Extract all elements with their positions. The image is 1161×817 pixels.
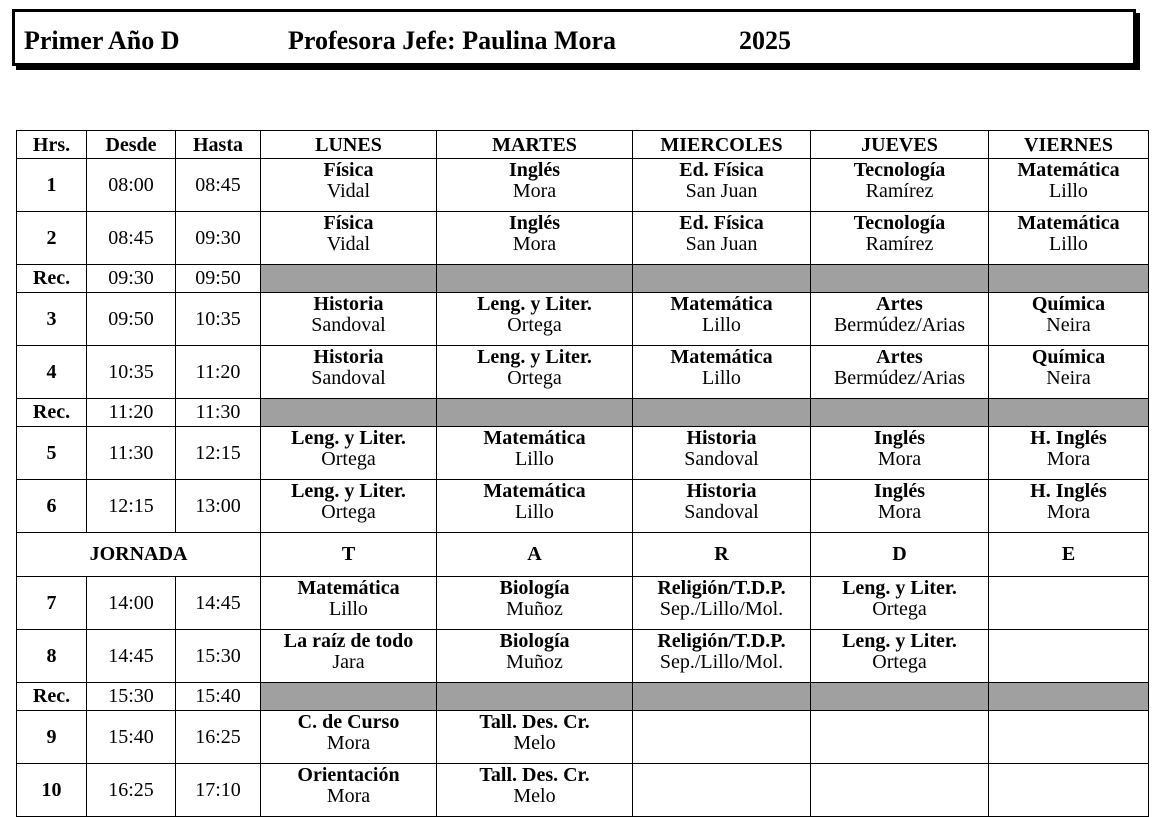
class-row (17, 630, 1149, 683)
class-entry (261, 347, 436, 389)
cell-miercoles (633, 480, 811, 533)
header-row (17, 131, 1149, 159)
cell-martes (437, 630, 633, 683)
class-row (17, 764, 1149, 817)
recess-cell (437, 399, 633, 427)
teacher: Ortega (321, 501, 376, 523)
schedule-body (17, 159, 1149, 817)
cell-martes (437, 480, 633, 533)
end-time: 16:25 (176, 711, 261, 764)
cell-martes (437, 346, 633, 399)
class-entry (437, 631, 632, 673)
teacher: Mora (1046, 448, 1091, 470)
cell-jueves (811, 212, 989, 265)
subject: Inglés (873, 480, 926, 502)
class-entry (811, 347, 988, 389)
cell-jueves (811, 630, 989, 683)
class-entry (989, 213, 1148, 255)
cell-miercoles (633, 212, 811, 265)
jornada-letter: T (261, 533, 437, 577)
teacher: Ortega (872, 651, 927, 673)
subject: Historia (313, 293, 384, 315)
recess-row (17, 683, 1149, 711)
class-row (17, 293, 1149, 346)
recess-cell (261, 683, 437, 711)
hour-cell: Rec. (17, 399, 87, 427)
cell-viernes (989, 293, 1149, 346)
teacher: Mora (512, 233, 557, 255)
subject: Biología (499, 577, 570, 599)
class-entry (261, 712, 436, 754)
cell-viernes (989, 480, 1149, 533)
subject: Tecnología (853, 159, 946, 181)
class-entry (811, 160, 988, 202)
class-entry (811, 631, 988, 673)
cell-jueves (811, 159, 989, 212)
subject: Tall. Des. Cr. (479, 711, 590, 733)
end-time: 11:30 (176, 399, 261, 427)
teacher: San Juan (685, 233, 758, 255)
class-entry (811, 578, 988, 620)
class-entry (437, 213, 632, 255)
class-entry (811, 294, 988, 336)
teacher: Sep./Lillo/Mol. (659, 598, 784, 620)
class-entry (437, 160, 632, 202)
teacher: Lillo (515, 448, 554, 470)
subject: H. Inglés (1030, 427, 1107, 449)
class-entry (989, 294, 1148, 336)
schedule-table (16, 130, 1149, 817)
teacher: Sep./Lillo/Mol. (659, 651, 784, 673)
class-entry (633, 481, 810, 523)
recess-cell (633, 265, 811, 293)
subject: Matemática (1017, 159, 1120, 181)
class-entry (261, 294, 436, 336)
course-title: Primer Año D (24, 26, 180, 55)
class-entry (437, 347, 632, 389)
class-entry (633, 631, 810, 673)
class-entry (261, 578, 436, 620)
end-time: 11:20 (176, 346, 261, 399)
cell-martes (437, 577, 633, 630)
end-time: 10:35 (176, 293, 261, 346)
subject: Historia (686, 427, 757, 449)
hour-cell: 5 (17, 427, 87, 480)
class-entry (437, 578, 632, 620)
cell-miercoles (633, 764, 811, 817)
start-time: 11:30 (87, 427, 176, 480)
start-time: 12:15 (87, 480, 176, 533)
cell-lunes (261, 427, 437, 480)
end-time: 12:15 (176, 427, 261, 480)
header-box (12, 9, 1136, 66)
class-row (17, 427, 1149, 480)
start-time: 08:45 (87, 212, 176, 265)
subject: Matemática (297, 577, 400, 599)
recess-cell (261, 399, 437, 427)
teacher: Lillo (702, 367, 741, 389)
subject: Leng. y Liter. (842, 577, 957, 599)
class-row (17, 711, 1149, 764)
subject: Química (1031, 346, 1106, 368)
jornada-letter: A (437, 533, 633, 577)
teacher: Sandoval (311, 314, 386, 336)
cell-viernes (989, 159, 1149, 212)
teacher: Muñoz (506, 651, 563, 673)
teacher: Vidal (326, 180, 371, 202)
teacher: Ortega (872, 598, 927, 620)
cell-martes (437, 212, 633, 265)
jornada-label: JORNADA (17, 533, 261, 577)
start-time: 09:50 (87, 293, 176, 346)
subject: Inglés (873, 427, 926, 449)
class-entry (989, 428, 1148, 470)
cell-lunes (261, 630, 437, 683)
class-entry (261, 160, 436, 202)
subject: Leng. y Liter. (842, 630, 957, 652)
cell-martes (437, 159, 633, 212)
recess-cell (437, 683, 633, 711)
teacher: Lillo (1049, 180, 1088, 202)
col-lunes: LUNES (261, 131, 437, 159)
jornada-letter: E (989, 533, 1149, 577)
cell-viernes (989, 427, 1149, 480)
cell-martes (437, 711, 633, 764)
recess-cell (811, 399, 989, 427)
cell-viernes (989, 711, 1149, 764)
subject: Matemática (483, 480, 586, 502)
end-time: 13:00 (176, 480, 261, 533)
head-teacher: Profesora Jefe: Paulina Mora (288, 26, 617, 55)
end-time: 15:40 (176, 683, 261, 711)
subject: Artes (876, 293, 923, 315)
cell-martes (437, 764, 633, 817)
teacher: Sandoval (684, 501, 759, 523)
jornada-letter: D (811, 533, 989, 577)
teacher: Ramírez (865, 233, 934, 255)
jornada-letter: R (633, 533, 811, 577)
subject: Inglés (508, 212, 561, 234)
recess-cell (261, 265, 437, 293)
cell-lunes (261, 577, 437, 630)
subject: Leng. y Liter. (291, 427, 406, 449)
subject: La raíz de todo (283, 630, 414, 652)
class-entry (261, 213, 436, 255)
end-time: 08:45 (176, 159, 261, 212)
cell-lunes (261, 346, 437, 399)
class-entry (437, 481, 632, 523)
cell-viernes (989, 577, 1149, 630)
class-entry (811, 481, 988, 523)
recess-cell (989, 683, 1149, 711)
start-time: 14:45 (87, 630, 176, 683)
class-entry (437, 765, 632, 807)
teacher: Ortega (507, 367, 562, 389)
teacher: Lillo (329, 598, 368, 620)
hour-cell: 6 (17, 480, 87, 533)
start-time: 15:40 (87, 711, 176, 764)
col-martes: MARTES (437, 131, 633, 159)
teacher: Ortega (321, 448, 376, 470)
teacher: Ramírez (865, 180, 934, 202)
subject: Química (1031, 293, 1106, 315)
cell-miercoles (633, 293, 811, 346)
end-time: 09:30 (176, 212, 261, 265)
teacher: Lillo (702, 314, 741, 336)
cell-martes (437, 293, 633, 346)
teacher: Mora (512, 180, 557, 202)
teacher: Ortega (507, 314, 562, 336)
teacher: Bermúdez/Arias (833, 367, 966, 389)
class-entry (437, 712, 632, 754)
start-time: 14:00 (87, 577, 176, 630)
class-row (17, 212, 1149, 265)
class-entry (811, 213, 988, 255)
cell-jueves (811, 577, 989, 630)
subject: Física (323, 159, 374, 181)
class-entry (633, 428, 810, 470)
cell-martes (437, 427, 633, 480)
recess-cell (989, 399, 1149, 427)
cell-lunes (261, 711, 437, 764)
cell-viernes (989, 630, 1149, 683)
col-jueves: JUEVES (811, 131, 989, 159)
class-row (17, 346, 1149, 399)
subject: Religión/T.D.P. (657, 630, 786, 652)
teacher: Sandoval (311, 367, 386, 389)
teacher: Neira (1046, 314, 1091, 336)
cell-jueves (811, 293, 989, 346)
cell-lunes (261, 293, 437, 346)
hour-cell: 2 (17, 212, 87, 265)
end-time: 14:45 (176, 577, 261, 630)
teacher: San Juan (685, 180, 758, 202)
hour-cell: 4 (17, 346, 87, 399)
recess-cell (811, 683, 989, 711)
subject: Matemática (670, 346, 773, 368)
cell-miercoles (633, 630, 811, 683)
cell-jueves (811, 711, 989, 764)
class-entry (437, 294, 632, 336)
teacher: Melo (513, 785, 556, 807)
hour-cell: Rec. (17, 683, 87, 711)
subject: Tecnología (853, 212, 946, 234)
start-time: 10:35 (87, 346, 176, 399)
subject: Matemática (1017, 212, 1120, 234)
start-time: 08:00 (87, 159, 176, 212)
hour-cell: 1 (17, 159, 87, 212)
teacher: Mora (877, 501, 922, 523)
class-entry (633, 160, 810, 202)
cell-viernes (989, 346, 1149, 399)
recess-cell (811, 265, 989, 293)
col-desde: Desde (87, 131, 176, 159)
hour-cell: Rec. (17, 265, 87, 293)
teacher: Jara (332, 651, 365, 673)
subject: Leng. y Liter. (291, 480, 406, 502)
teacher: Mora (326, 785, 371, 807)
teacher: Melo (513, 732, 556, 754)
class-entry (261, 481, 436, 523)
teacher: Mora (326, 732, 371, 754)
subject: H. Inglés (1030, 480, 1107, 502)
class-entry (261, 765, 436, 807)
cell-viernes (989, 764, 1149, 817)
teacher: Lillo (1049, 233, 1088, 255)
year: 2025 (739, 26, 791, 55)
cell-jueves (811, 480, 989, 533)
recess-cell (633, 683, 811, 711)
hour-cell: 10 (17, 764, 87, 817)
class-entry (633, 213, 810, 255)
end-time: 15:30 (176, 630, 261, 683)
cell-miercoles (633, 577, 811, 630)
teacher: Lillo (515, 501, 554, 523)
cell-miercoles (633, 159, 811, 212)
teacher: Muñoz (506, 598, 563, 620)
class-entry (437, 428, 632, 470)
col-hrs: Hrs. (17, 131, 87, 159)
subject: Leng. y Liter. (477, 346, 592, 368)
end-time: 09:50 (176, 265, 261, 293)
subject: Religión/T.D.P. (657, 577, 786, 599)
subject: Artes (876, 346, 923, 368)
col-miercoles: MIERCOLES (633, 131, 811, 159)
cell-lunes (261, 480, 437, 533)
subject: Matemática (483, 427, 586, 449)
class-row (17, 577, 1149, 630)
subject: C. de Curso (297, 711, 400, 733)
hour-cell: 3 (17, 293, 87, 346)
recess-row (17, 399, 1149, 427)
subject: Física (323, 212, 374, 234)
subject: Matemática (670, 293, 773, 315)
class-entry (811, 428, 988, 470)
class-entry (261, 428, 436, 470)
cell-miercoles (633, 711, 811, 764)
teacher: Mora (1046, 501, 1091, 523)
recess-cell (633, 399, 811, 427)
recess-cell (437, 265, 633, 293)
subject: Ed. Física (679, 212, 764, 234)
end-time: 17:10 (176, 764, 261, 817)
class-entry (989, 347, 1148, 389)
col-hasta: Hasta (176, 131, 261, 159)
cell-lunes (261, 764, 437, 817)
class-row (17, 480, 1149, 533)
class-entry (633, 294, 810, 336)
cell-viernes (989, 212, 1149, 265)
subject: Leng. y Liter. (477, 293, 592, 315)
hour-cell: 7 (17, 577, 87, 630)
subject: Historia (686, 480, 757, 502)
start-time: 15:30 (87, 683, 176, 711)
hour-cell: 9 (17, 711, 87, 764)
class-entry (989, 481, 1148, 523)
class-entry (633, 578, 810, 620)
teacher: Neira (1046, 367, 1091, 389)
recess-cell (989, 265, 1149, 293)
teacher: Sandoval (684, 448, 759, 470)
cell-lunes (261, 212, 437, 265)
start-time: 11:20 (87, 399, 176, 427)
start-time: 09:30 (87, 265, 176, 293)
class-entry (989, 160, 1148, 202)
cell-miercoles (633, 346, 811, 399)
subject: Tall. Des. Cr. (479, 764, 590, 786)
subject: Biología (499, 630, 570, 652)
subject: Historia (313, 346, 384, 368)
jornada-row (17, 533, 1149, 577)
class-entry (261, 631, 436, 673)
subject: Orientación (297, 764, 400, 786)
teacher: Bermúdez/Arias (833, 314, 966, 336)
start-time: 16:25 (87, 764, 176, 817)
teacher: Vidal (326, 233, 371, 255)
cell-lunes (261, 159, 437, 212)
teacher: Mora (877, 448, 922, 470)
hour-cell: 8 (17, 630, 87, 683)
recess-row (17, 265, 1149, 293)
class-row (17, 159, 1149, 212)
class-entry (633, 347, 810, 389)
subject: Inglés (508, 159, 561, 181)
cell-miercoles (633, 427, 811, 480)
cell-jueves (811, 764, 989, 817)
subject: Ed. Física (679, 159, 764, 181)
cell-jueves (811, 346, 989, 399)
cell-jueves (811, 427, 989, 480)
col-viernes: VIERNES (989, 131, 1149, 159)
